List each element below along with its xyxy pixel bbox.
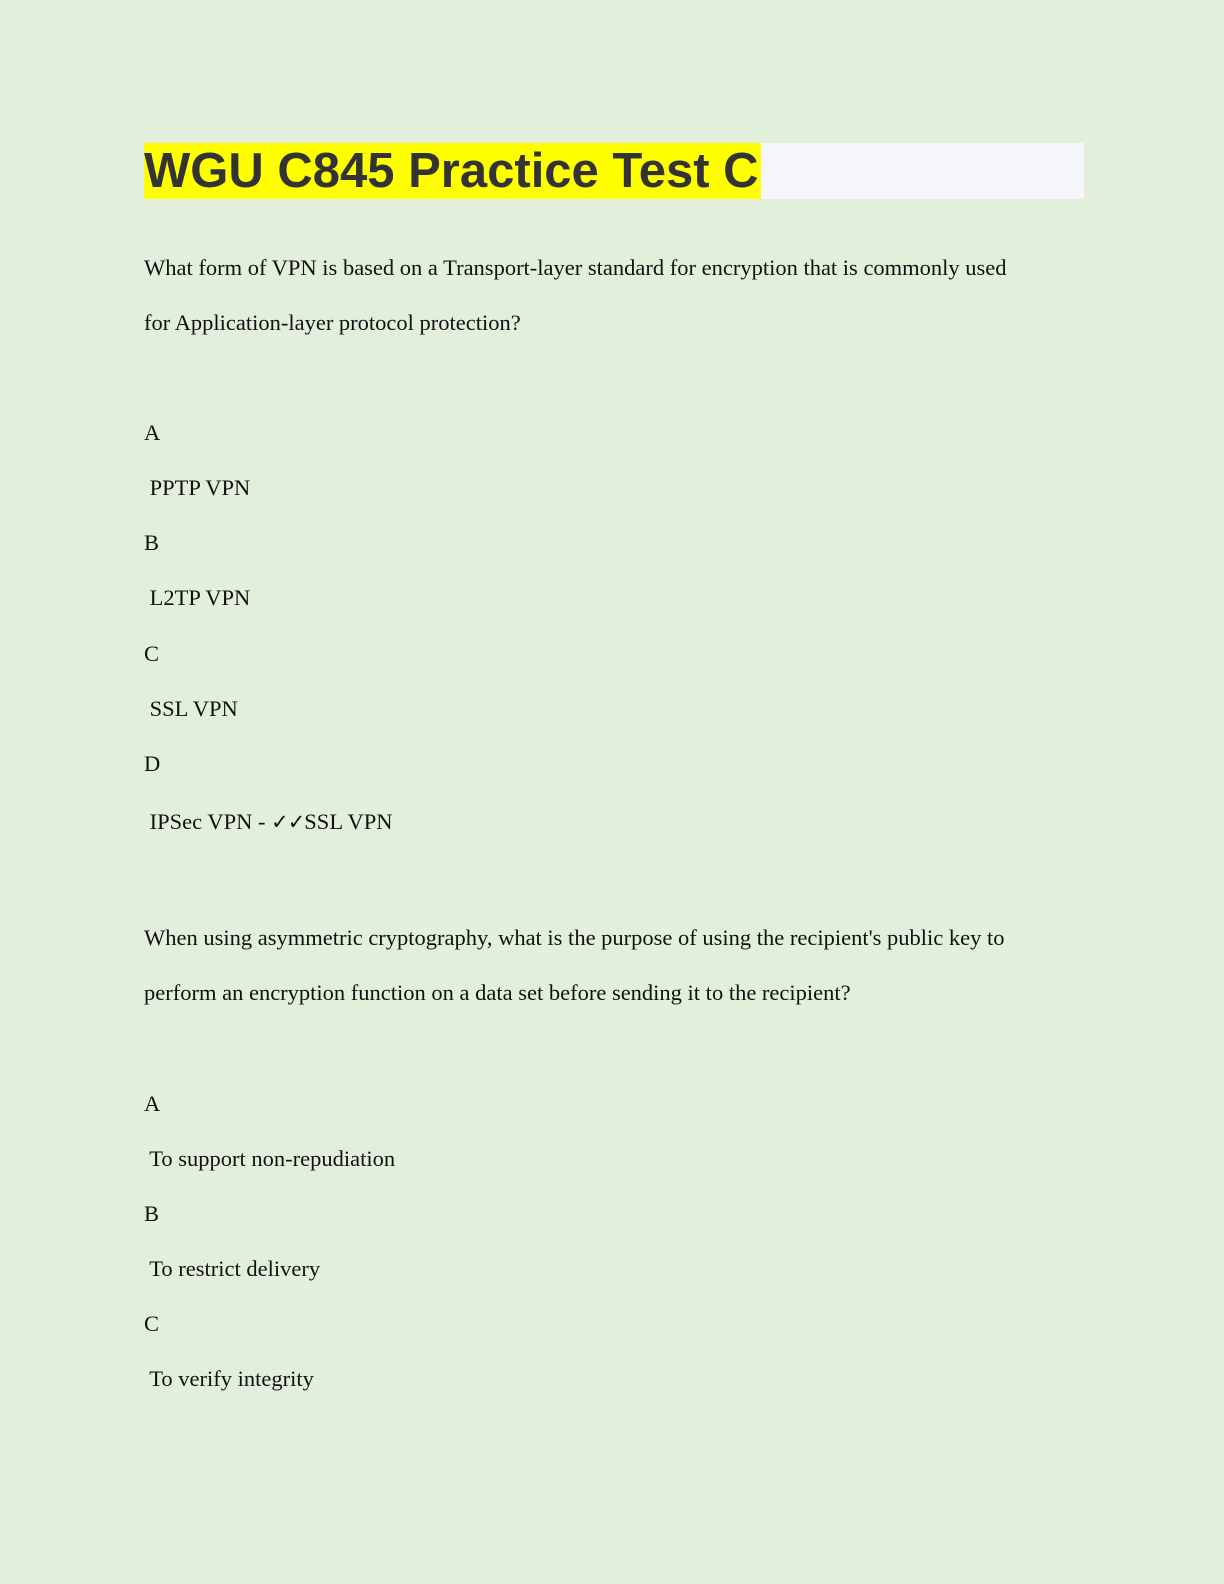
page-title: WGU C845 Practice Test C bbox=[144, 144, 759, 198]
question-2-option-a-letter: A bbox=[144, 1091, 161, 1116]
question-2-option-b-text: To restrict delivery bbox=[144, 1256, 321, 1281]
question-1-option-b-text: L2TP VPN bbox=[144, 585, 251, 610]
check-icon: ✓✓ bbox=[271, 810, 305, 834]
question-2-option-b-letter: B bbox=[144, 1201, 160, 1226]
question-1-text-line-2: for Application-layer protocol protection? bbox=[144, 310, 521, 335]
question-1-option-d-line bbox=[144, 809, 392, 835]
question-1-option-a-letter: A bbox=[144, 420, 161, 445]
question-2-text-line-1: When using asymmetric cryptography, what is the purpose of using the recipient's public key to bbox=[144, 925, 1005, 950]
question-2-option-a-text: To support non-repudiation bbox=[144, 1146, 396, 1171]
question-2-option-c-text: To verify integrity bbox=[144, 1366, 314, 1391]
question-1-text-line-1: What form of VPN is based on a Transport-layer standard for encryption that is commonly used bbox=[144, 255, 1007, 280]
question-1-option-d-text: IPSec VPN - bbox=[144, 809, 272, 834]
question-1-answer: SSL VPN bbox=[304, 809, 393, 834]
title-bar bbox=[144, 143, 1084, 199]
question-1-option-b-letter: B bbox=[144, 530, 160, 555]
question-2-text-line-2: perform an encryption function on a data set before sending it to the recipient? bbox=[144, 980, 851, 1005]
question-1-option-a-text: PPTP VPN bbox=[144, 475, 251, 500]
question-1-option-c-letter: C bbox=[144, 641, 160, 666]
question-1-option-d-letter: D bbox=[144, 751, 161, 776]
question-2-option-c-letter: C bbox=[144, 1311, 160, 1336]
question-1-option-c-text: SSL VPN bbox=[144, 696, 238, 721]
